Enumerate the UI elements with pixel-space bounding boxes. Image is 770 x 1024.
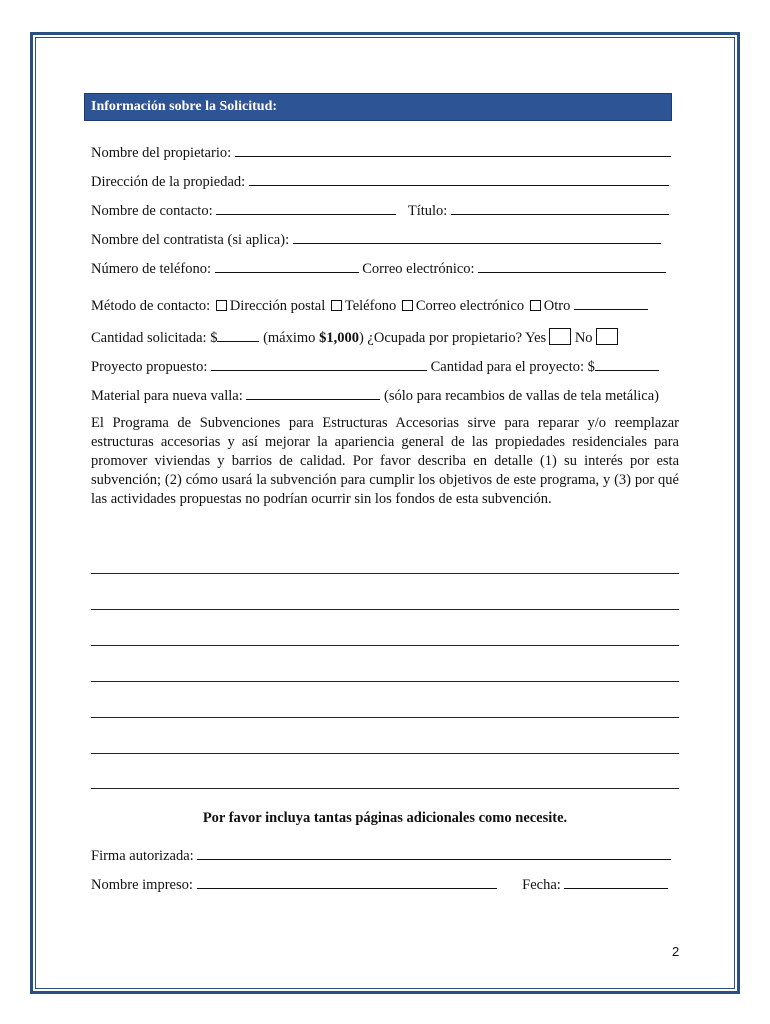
fence-label: Material para nueva valla: [91,388,243,404]
amount-row [91,328,618,347]
answer-line[interactable] [91,717,679,718]
signature-row [91,846,671,865]
contact-name-label: Nombre de contacto: [91,203,213,219]
owner-name-field[interactable] [235,143,671,157]
answer-line[interactable] [91,788,679,789]
option-email: Correo electrónico [415,298,525,314]
section-header: Información sobre la Solicitud: [84,93,672,121]
max-suffix: ) [358,330,364,346]
owner-occupied-no-box[interactable] [596,328,618,345]
owner-occupied-label: ¿Ocupada por propietario? Yes [367,330,547,346]
signature-label: Firma autorizada: [91,848,194,864]
option-postal: Dirección postal [229,298,326,314]
checkbox-email[interactable] [402,300,413,311]
fence-note: (sólo para recambios de vallas de tela metálica) [384,388,660,404]
printed-name-field[interactable] [197,875,497,889]
email-label: Correo electrónico: [362,261,475,277]
checkbox-phone[interactable] [331,300,342,311]
title-field[interactable] [451,201,669,215]
amount-field[interactable] [217,328,259,342]
fence-field[interactable] [246,386,380,400]
contact-method-row [91,296,648,315]
answer-line[interactable] [91,573,679,574]
contractor-row [91,230,661,249]
owner-occupied-yes-box[interactable] [549,328,571,345]
project-label: Proyecto propuesto: [91,359,208,375]
answer-line[interactable] [91,753,679,754]
project-amount-label: Cantidad para el proyecto: $ [430,359,595,375]
date-label: Fecha: [522,877,561,893]
property-address-label: Dirección de la propiedad: [91,174,246,190]
contractor-name-label: Nombre del contratista (si aplica): [91,232,290,248]
owner-occupied-no-label: No [574,330,593,346]
contact-name-field[interactable] [216,201,396,215]
phone-label: Número de teléfono: [91,261,211,277]
title-label: Título: [407,203,448,219]
email-field[interactable] [478,259,666,273]
contractor-name-field[interactable] [293,230,661,244]
checkbox-other[interactable] [530,300,541,311]
phone-email-row [91,259,666,278]
property-address-field[interactable] [249,172,669,186]
max-value: $1,000 [319,330,359,346]
signature-field[interactable] [197,846,671,860]
date-field[interactable] [564,875,668,889]
page-number: 2 [672,944,680,959]
answer-line[interactable] [91,681,679,682]
printed-name-label: Nombre impreso: [91,877,193,893]
project-field[interactable] [211,357,427,371]
owner-name-label: Nombre del propietario: [91,145,232,161]
answer-line[interactable] [91,609,679,610]
contact-method-label: Método de contacto: [91,298,211,314]
project-amount-field[interactable] [595,357,659,371]
property-address-row [91,172,669,191]
program-description: El Programa de Subvenciones para Estructuras Accesorias sirve para reparar y/o reemplazar estructuras accesorias y así mejorar la apariencia general de las propiedades residenciales para promover viviendas y barrios de calidad. Por favor describa en detalle (1) su interés por esta subvención; (2) cómo usará la subvención para cumplir los objetivos de este programa, y (3) por qué las actividades propuestas no podrían ocurrir sin los fondos de esta subvención. [91,415,679,507]
option-phone: Teléfono [344,298,397,314]
printed-name-row [91,875,668,894]
phone-field[interactable] [215,259,359,273]
other-field[interactable] [574,296,648,310]
max-prefix: (máximo [263,330,316,346]
answer-line[interactable] [91,645,679,646]
fence-row [91,386,659,405]
owner-name-row [91,143,671,162]
option-other: Otro [543,298,571,314]
amount-label: Cantidad solicitada: $ [91,330,218,346]
project-row [91,357,659,376]
additional-pages-note: Por favor incluya tantas páginas adicionales como necesite. [202,810,568,826]
checkbox-postal[interactable] [216,300,227,311]
contact-title-row [91,201,669,220]
